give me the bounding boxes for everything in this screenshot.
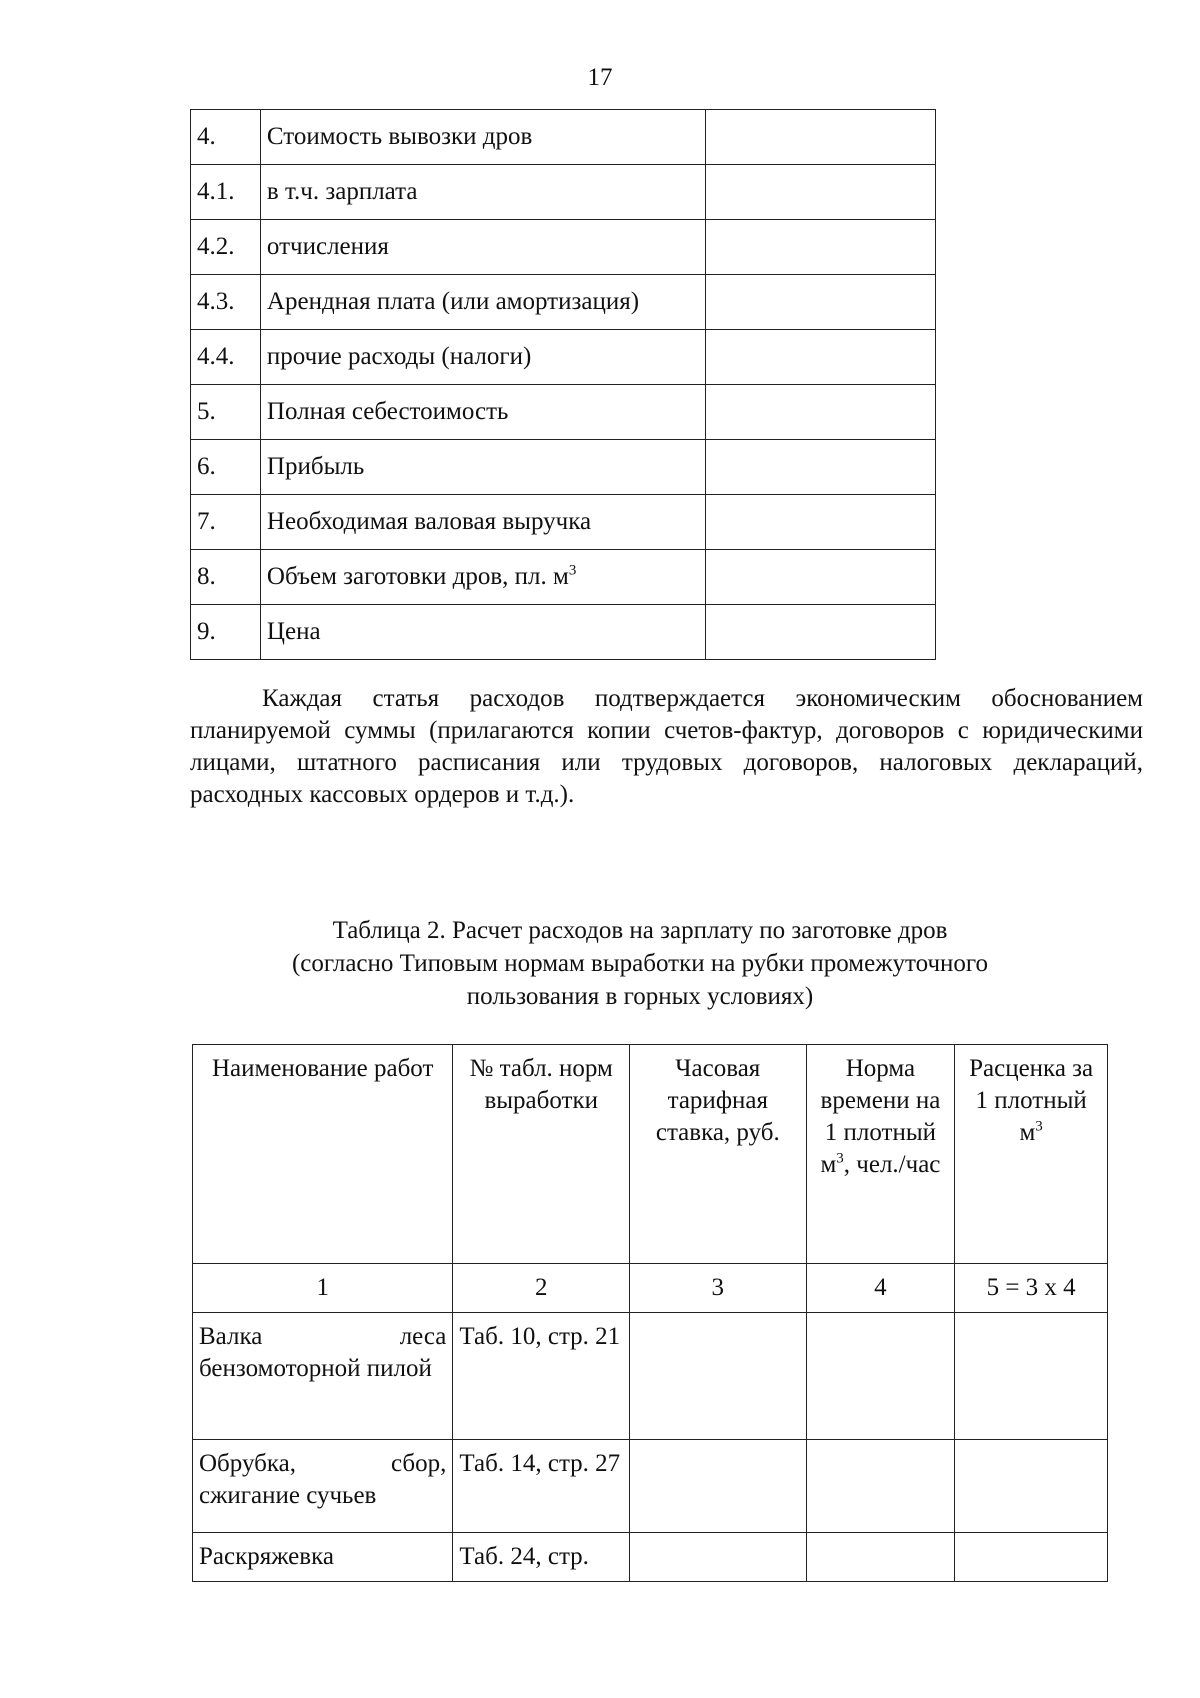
- header-row: [193, 1045, 1108, 1264]
- row-label: Необходимая валовая выручка: [260, 495, 705, 550]
- superscript: 3: [568, 562, 577, 579]
- table-row: [191, 220, 936, 275]
- work-name: Раскряжевка: [193, 1533, 453, 1582]
- row-number: 4.3.: [191, 275, 261, 330]
- superscript: 3: [836, 1150, 844, 1167]
- time-norm: [806, 1313, 955, 1440]
- body-paragraph: [190, 683, 1143, 811]
- row-value: [705, 275, 935, 330]
- header-norm-table: № табл. норм выработки: [453, 1045, 630, 1264]
- row-number: 5.: [191, 385, 261, 440]
- table-row: [191, 495, 936, 550]
- price: [955, 1313, 1108, 1440]
- superscript: 3: [1035, 1118, 1043, 1135]
- table-row: [193, 1440, 1108, 1533]
- row-label: Арендная плата (или амортизация): [260, 275, 705, 330]
- row-value: [705, 605, 935, 660]
- header-price: [955, 1045, 1108, 1264]
- row-value: [705, 385, 935, 440]
- hourly-rate: [630, 1440, 807, 1533]
- row-label: Стоимость вывозки дров: [260, 110, 705, 165]
- row-number: 9.: [191, 605, 261, 660]
- norm-reference: Таб. 24, стр.: [453, 1533, 630, 1582]
- column-index: 5 = 3 х 4: [955, 1264, 1108, 1313]
- row-number: 4.2.: [191, 220, 261, 275]
- norm-reference: Таб. 14, стр. 27: [453, 1440, 630, 1533]
- table-caption: [240, 914, 1040, 1013]
- price: [955, 1440, 1108, 1533]
- table-row: [191, 385, 936, 440]
- table-row: [191, 110, 936, 165]
- header-work-name: Наименование работ: [193, 1045, 453, 1264]
- hourly-rate: [630, 1313, 807, 1440]
- row-number: 4.4.: [191, 330, 261, 385]
- table-row: [193, 1533, 1108, 1582]
- norm-reference: Таб. 10, стр. 21: [453, 1313, 630, 1440]
- header-hourly-rate: Часовая тарифная ставка, руб.: [630, 1045, 807, 1264]
- row-label: отчисления: [260, 220, 705, 275]
- row-number: 4.: [191, 110, 261, 165]
- row-value: [705, 550, 935, 605]
- row-number: 6.: [191, 440, 261, 495]
- time-norm: [806, 1533, 955, 1582]
- header-text: Норма времени на 1 плотный м: [820, 1055, 941, 1178]
- work-name: Валка леса бензомоторной пилой: [193, 1313, 453, 1440]
- row-label: прочие расходы (налоги): [260, 330, 705, 385]
- table-row: [191, 605, 936, 660]
- caption-line: Таблица 2. Расчет расходов на зарплату по заготовке дров: [332, 917, 948, 944]
- row-number: 8.: [191, 550, 261, 605]
- column-index: 3: [630, 1264, 807, 1313]
- work-name: Обрубка, сбор, сжигание сучьев: [193, 1440, 453, 1533]
- price: [955, 1533, 1108, 1582]
- row-number: 4.1.: [191, 165, 261, 220]
- row-label: Полная себестоимость: [260, 385, 705, 440]
- row-value: [705, 330, 935, 385]
- index-row: [193, 1264, 1108, 1313]
- header-text: , чел./час: [843, 1151, 941, 1178]
- row-value: [705, 440, 935, 495]
- row-value: [705, 110, 935, 165]
- table-row: [193, 1313, 1108, 1440]
- table-row: [191, 275, 936, 330]
- page-number: 17: [587, 64, 613, 91]
- table-row: [191, 550, 936, 605]
- row-value: [705, 220, 935, 275]
- row-value: [705, 495, 935, 550]
- cost-table: [190, 109, 936, 660]
- row-label-text: Объем заготовки дров, пл. м: [266, 563, 569, 590]
- column-index: 1: [193, 1264, 453, 1313]
- salary-table: [192, 1044, 1108, 1582]
- row-label: Прибыль: [260, 440, 705, 495]
- header-time-norm: [806, 1045, 955, 1264]
- caption-line: пользования в горных условиях): [466, 983, 814, 1010]
- row-label: [260, 550, 705, 605]
- row-label: в т.ч. зарплата: [260, 165, 705, 220]
- table-row: [191, 440, 936, 495]
- column-index: 2: [453, 1264, 630, 1313]
- row-value: [705, 165, 935, 220]
- header-text: Расценка за 1 плотный м: [969, 1055, 1094, 1146]
- table-row: [191, 165, 936, 220]
- column-index: 4: [806, 1264, 955, 1313]
- row-number: 7.: [191, 495, 261, 550]
- hourly-rate: [630, 1533, 807, 1582]
- row-label: Цена: [260, 605, 705, 660]
- time-norm: [806, 1440, 955, 1533]
- caption-line: (согласно Типовым нормам выработки на рубки промежуточного: [291, 950, 989, 977]
- paragraph-text: Каждая статья расходов подтверждается экономическим обоснованием планируемой суммы (прилагаются копии счетов-фактур, договоров с юридическими лицами, штатного расписания или трудовых договоров, налоговых деклараций, расходных кассовых ордеров и т.д.).: [190, 685, 1143, 808]
- table-row: [191, 330, 936, 385]
